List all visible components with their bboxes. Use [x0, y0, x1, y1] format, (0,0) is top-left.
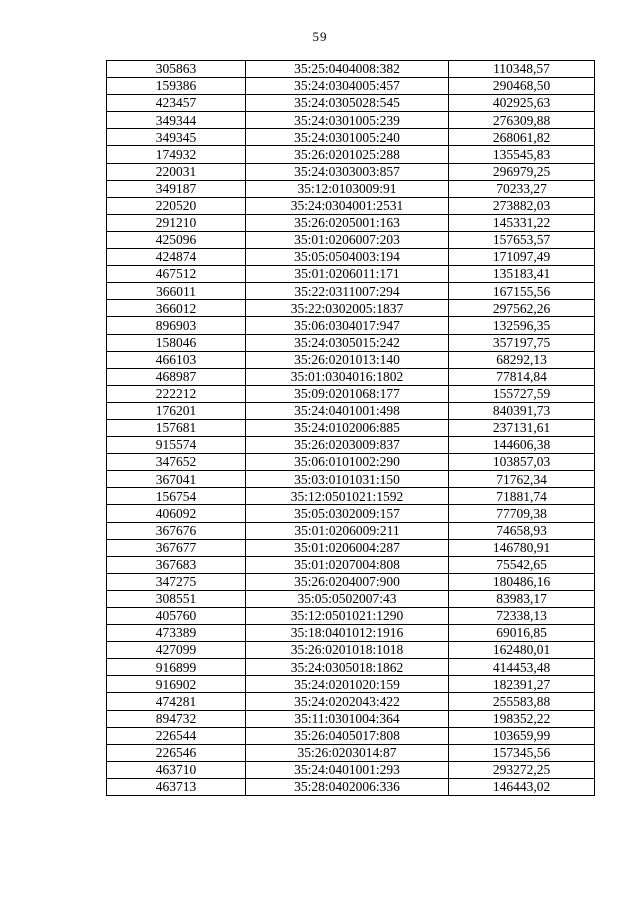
table-row [107, 385, 595, 402]
cadastral-number-cell: 35:26:0205001:163 [246, 214, 449, 231]
value-cell: 83983,17 [449, 590, 595, 607]
record-id-cell: 473389 [107, 625, 246, 642]
value-cell: 135183,41 [449, 266, 595, 283]
table-row [107, 231, 595, 248]
value-cell: 255583,88 [449, 693, 595, 710]
value-cell: 237131,61 [449, 419, 595, 436]
table-row [107, 727, 595, 744]
record-id-cell: 406092 [107, 505, 246, 522]
record-id-cell: 347275 [107, 573, 246, 590]
table-row [107, 454, 595, 471]
record-id-cell: 894732 [107, 710, 246, 727]
table-row [107, 608, 595, 625]
table-row [107, 437, 595, 454]
cadastral-number-cell: 35:24:0401001:293 [246, 761, 449, 778]
value-cell: 167155,56 [449, 283, 595, 300]
value-cell: 77709,38 [449, 505, 595, 522]
cadastral-number-cell: 35:24:0202043:422 [246, 693, 449, 710]
record-id-cell: 916902 [107, 676, 246, 693]
cadastral-number-cell: 35:24:0304005:457 [246, 78, 449, 95]
cadastral-number-cell: 35:26:0203014:87 [246, 744, 449, 761]
cadastral-number-cell: 35:26:0405017:808 [246, 727, 449, 744]
cadastral-number-cell: 35:06:0304017:947 [246, 317, 449, 334]
value-cell: 297562,26 [449, 300, 595, 317]
table-row [107, 402, 595, 419]
cadastral-number-cell: 35:01:0207004:808 [246, 556, 449, 573]
record-id-cell: 308551 [107, 590, 246, 607]
record-id-cell: 366011 [107, 283, 246, 300]
table-row [107, 556, 595, 573]
table-row [107, 744, 595, 761]
record-id-cell: 349187 [107, 180, 246, 197]
record-id-cell: 367676 [107, 522, 246, 539]
value-cell: 402925,63 [449, 95, 595, 112]
record-id-cell: 159386 [107, 78, 246, 95]
record-id-cell: 915574 [107, 437, 246, 454]
page-number: 59 [312, 29, 328, 44]
table-row [107, 710, 595, 727]
cadastral-number-cell: 35:24:0305018:1862 [246, 659, 449, 676]
table-row [107, 573, 595, 590]
cadastral-number-cell: 35:01:0206007:203 [246, 231, 449, 248]
table-row [107, 180, 595, 197]
cadastral-number-cell: 35:26:0204007:900 [246, 573, 449, 590]
table-row [107, 368, 595, 385]
value-cell: 293272,25 [449, 761, 595, 778]
cadastral-number-cell: 35:05:0502007:43 [246, 590, 449, 607]
record-id-cell: 305863 [107, 61, 246, 78]
table-row [107, 505, 595, 522]
record-id-cell: 896903 [107, 317, 246, 334]
record-id-cell: 349344 [107, 112, 246, 129]
value-cell: 72338,13 [449, 608, 595, 625]
cadastral-number-cell: 35:25:0404008:382 [246, 61, 449, 78]
record-id-cell: 468987 [107, 368, 246, 385]
table-row [107, 590, 595, 607]
table-row [107, 61, 595, 78]
cadastral-number-cell: 35:11:0301004:364 [246, 710, 449, 727]
cadastral-number-cell: 35:26:0201025:288 [246, 146, 449, 163]
cadastral-number-cell: 35:09:0201068:177 [246, 385, 449, 402]
cadastral-number-cell: 35:26:0201018:1018 [246, 642, 449, 659]
table-row [107, 642, 595, 659]
record-id-cell: 157681 [107, 419, 246, 436]
value-cell: 71762,34 [449, 471, 595, 488]
value-cell: 145331,22 [449, 214, 595, 231]
cadastral-number-cell: 35:24:0201020:159 [246, 676, 449, 693]
table-row [107, 676, 595, 693]
value-cell: 74658,93 [449, 522, 595, 539]
cadastral-number-cell: 35:24:0401001:498 [246, 402, 449, 419]
record-id-cell: 474281 [107, 693, 246, 710]
cadastral-number-cell: 35:24:0301005:239 [246, 112, 449, 129]
cadastral-number-cell: 35:24:0304001:2531 [246, 197, 449, 214]
value-cell: 110348,57 [449, 61, 595, 78]
record-id-cell: 349345 [107, 129, 246, 146]
record-id-cell: 367677 [107, 539, 246, 556]
record-id-cell: 366012 [107, 300, 246, 317]
record-id-cell: 463710 [107, 761, 246, 778]
cadastral-number-cell: 35:24:0305015:242 [246, 334, 449, 351]
value-cell: 146443,02 [449, 778, 595, 795]
record-id-cell: 405760 [107, 608, 246, 625]
value-cell: 198352,22 [449, 710, 595, 727]
record-id-cell: 156754 [107, 488, 246, 505]
record-id-cell: 222212 [107, 385, 246, 402]
record-id-cell: 220520 [107, 197, 246, 214]
table-row [107, 266, 595, 283]
value-cell: 296979,25 [449, 163, 595, 180]
table-row [107, 761, 595, 778]
table-row [107, 112, 595, 129]
cadastral-number-cell: 35:22:0302005:1837 [246, 300, 449, 317]
value-cell: 70233,27 [449, 180, 595, 197]
table-row [107, 522, 595, 539]
record-id-cell: 291210 [107, 214, 246, 231]
table-row [107, 249, 595, 266]
value-cell: 290468,50 [449, 78, 595, 95]
cadastral-number-cell: 35:24:0305028:545 [246, 95, 449, 112]
cadastral-number-cell: 35:12:0501021:1592 [246, 488, 449, 505]
table-row [107, 146, 595, 163]
cadastral-number-cell: 35:24:0301005:240 [246, 129, 449, 146]
cadastral-number-cell: 35:01:0206004:287 [246, 539, 449, 556]
table-row [107, 539, 595, 556]
value-cell: 357197,75 [449, 334, 595, 351]
value-cell: 68292,13 [449, 351, 595, 368]
table-row [107, 300, 595, 317]
table-row [107, 163, 595, 180]
cadastral-number-cell: 35:05:0302009:157 [246, 505, 449, 522]
table-row [107, 625, 595, 642]
value-cell: 144606,38 [449, 437, 595, 454]
value-cell: 162480,01 [449, 642, 595, 659]
table-row [107, 419, 595, 436]
value-cell: 103659,99 [449, 727, 595, 744]
record-id-cell: 467512 [107, 266, 246, 283]
value-cell: 135545,83 [449, 146, 595, 163]
cadastral-number-cell: 35:24:0303003:857 [246, 163, 449, 180]
value-cell: 157653,57 [449, 231, 595, 248]
record-id-cell: 347652 [107, 454, 246, 471]
value-cell: 182391,27 [449, 676, 595, 693]
cadastral-number-cell: 35:06:0101002:290 [246, 454, 449, 471]
value-cell: 103857,03 [449, 454, 595, 471]
table-row [107, 471, 595, 488]
registry-table-body [107, 61, 595, 796]
record-id-cell: 367041 [107, 471, 246, 488]
table-row [107, 95, 595, 112]
cadastral-number-cell: 35:01:0206011:171 [246, 266, 449, 283]
registry-table [106, 60, 595, 796]
table-row [107, 659, 595, 676]
record-id-cell: 466103 [107, 351, 246, 368]
record-id-cell: 174932 [107, 146, 246, 163]
value-cell: 71881,74 [449, 488, 595, 505]
value-cell: 155727,59 [449, 385, 595, 402]
value-cell: 157345,56 [449, 744, 595, 761]
record-id-cell: 176201 [107, 402, 246, 419]
value-cell: 77814,84 [449, 368, 595, 385]
table-row [107, 317, 595, 334]
value-cell: 171097,49 [449, 249, 595, 266]
record-id-cell: 427099 [107, 642, 246, 659]
cadastral-number-cell: 35:05:0504003:194 [246, 249, 449, 266]
value-cell: 276309,88 [449, 112, 595, 129]
record-id-cell: 220031 [107, 163, 246, 180]
record-id-cell: 158046 [107, 334, 246, 351]
record-id-cell: 226546 [107, 744, 246, 761]
cadastral-number-cell: 35:26:0203009:837 [246, 437, 449, 454]
cadastral-number-cell: 35:18:0401012:1916 [246, 625, 449, 642]
cadastral-number-cell: 35:12:0103009:91 [246, 180, 449, 197]
cadastral-number-cell: 35:22:0311007:294 [246, 283, 449, 300]
value-cell: 69016,85 [449, 625, 595, 642]
value-cell: 146780,91 [449, 539, 595, 556]
record-id-cell: 367683 [107, 556, 246, 573]
table-row [107, 351, 595, 368]
cadastral-number-cell: 35:01:0304016:1802 [246, 368, 449, 385]
record-id-cell: 226544 [107, 727, 246, 744]
record-id-cell: 916899 [107, 659, 246, 676]
cadastral-number-cell: 35:01:0206009:211 [246, 522, 449, 539]
record-id-cell: 463713 [107, 778, 246, 795]
value-cell: 840391,73 [449, 402, 595, 419]
table-row [107, 283, 595, 300]
record-id-cell: 424874 [107, 249, 246, 266]
table-row [107, 778, 595, 795]
value-cell: 132596,35 [449, 317, 595, 334]
cadastral-number-cell: 35:26:0201013:140 [246, 351, 449, 368]
value-cell: 273882,03 [449, 197, 595, 214]
table-row [107, 78, 595, 95]
value-cell: 75542,65 [449, 556, 595, 573]
value-cell: 180486,16 [449, 573, 595, 590]
table-row [107, 214, 595, 231]
table-row [107, 129, 595, 146]
record-id-cell: 425096 [107, 231, 246, 248]
value-cell: 414453,48 [449, 659, 595, 676]
cadastral-number-cell: 35:24:0102006:885 [246, 419, 449, 436]
cadastral-number-cell: 35:12:0501021:1290 [246, 608, 449, 625]
cadastral-number-cell: 35:28:0402006:336 [246, 778, 449, 795]
record-id-cell: 423457 [107, 95, 246, 112]
table-row [107, 488, 595, 505]
table-row [107, 693, 595, 710]
table-row [107, 334, 595, 351]
table-row [107, 197, 595, 214]
cadastral-number-cell: 35:03:0101031:150 [246, 471, 449, 488]
value-cell: 268061,82 [449, 129, 595, 146]
